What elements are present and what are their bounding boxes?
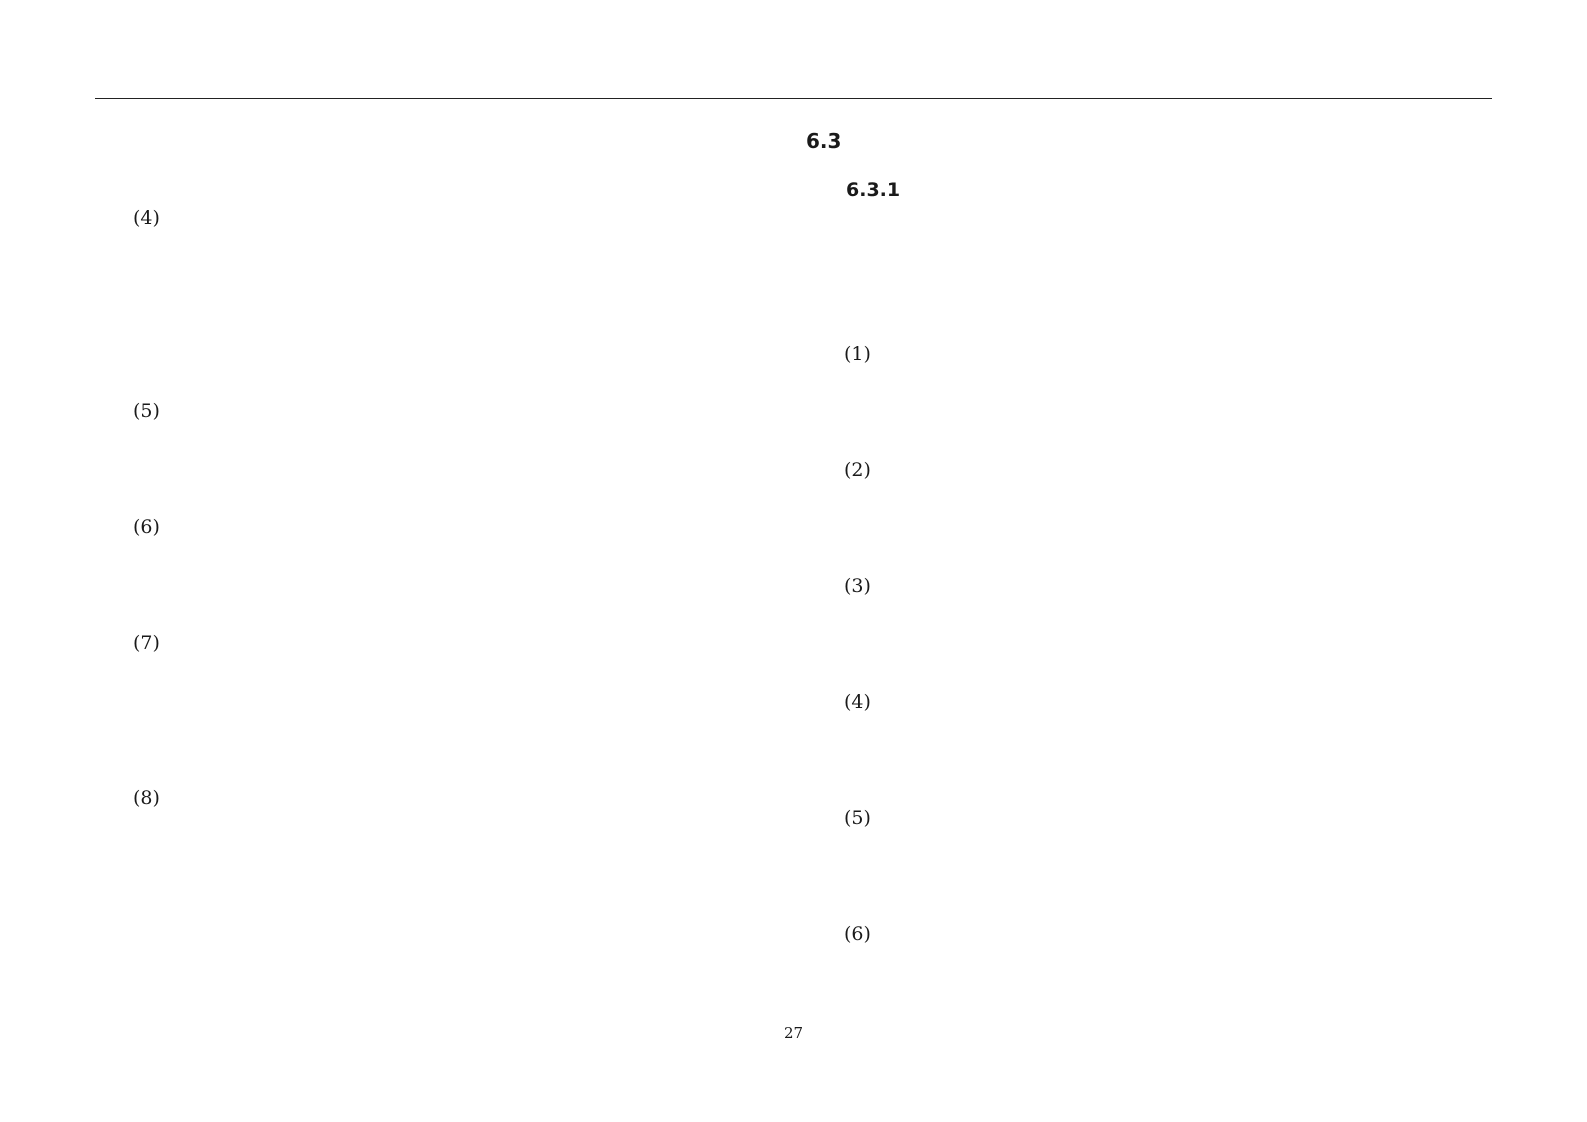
page-header	[95, 68, 1492, 99]
right-column	[806, 122, 1486, 953]
clause-number: (4)	[133, 207, 160, 229]
section-heading	[806, 122, 1486, 161]
paragraph	[95, 122, 775, 199]
paragraph-8	[95, 779, 775, 895]
clause-number: (1)	[844, 342, 871, 365]
clause-number: (6)	[133, 516, 160, 538]
clause-number: (5)	[844, 806, 871, 829]
requirement-4	[806, 683, 1486, 799]
requirement-5	[806, 799, 1486, 915]
subsection-number: 6.3.1	[846, 178, 901, 201]
clause-number: (5)	[133, 400, 160, 422]
section-number: 6.3	[806, 129, 842, 153]
requirement-1	[806, 335, 1486, 451]
paragraph-4	[95, 199, 775, 392]
clause-number: (3)	[844, 574, 871, 597]
requirement-6	[806, 915, 1486, 954]
left-column	[95, 122, 775, 895]
requirement-2	[806, 451, 1486, 567]
subsection-heading	[806, 161, 1486, 219]
paragraph-6	[95, 508, 775, 624]
clause-number: (4)	[844, 690, 871, 713]
clause-number: (6)	[844, 922, 871, 945]
clause-number: (2)	[844, 458, 871, 481]
paragraph-5	[95, 392, 775, 508]
intro-paragraph	[806, 219, 1486, 335]
paragraph-7	[95, 624, 775, 779]
page-number: 27	[783, 1024, 804, 1042]
requirement-3	[806, 567, 1486, 683]
clause-number: (8)	[133, 787, 160, 809]
clause-number: (7)	[133, 632, 160, 654]
